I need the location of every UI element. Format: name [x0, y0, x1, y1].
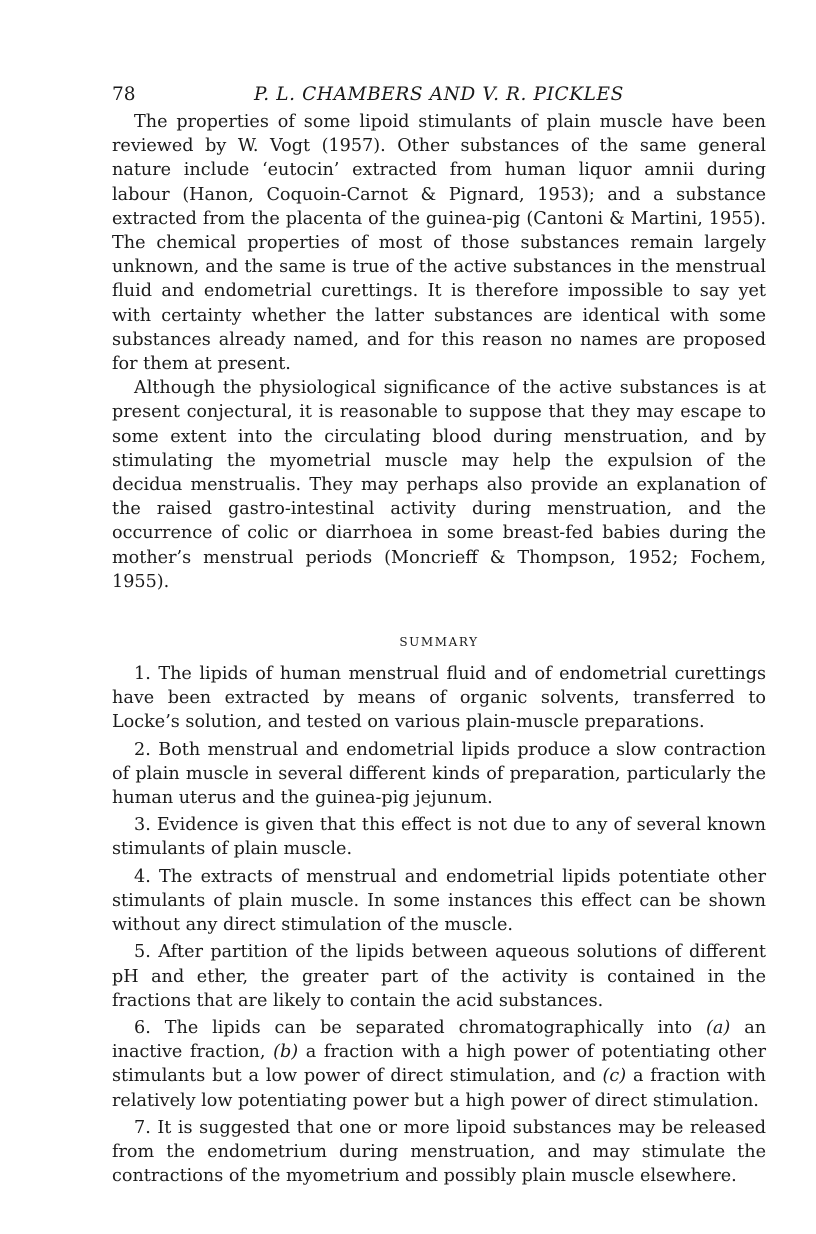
summary-item: [112, 738, 766, 811]
summary-item-text: After partition of the lipids between aqueous solutions of different pH and ether, the greater part of the activity is contained in the fractions that are likely to contain the acid substances.: [112, 942, 767, 1011]
summary-item-number: 6.: [134, 1017, 151, 1038]
summary-item-number: 5.: [134, 942, 151, 963]
summary-item-text: Both menstrual and endometrial lipids produce a slow contraction of plain muscle in several different kinds of preparation, particularly the human uterus and the guinea-pig jejunum.: [112, 739, 766, 809]
summary-item: [112, 662, 766, 735]
summary-item-text: It is suggested that one or more lipoid substances may be released from the endometrium during menstruation, and may stimulate the contractions of the myometrium and possibly plain muscle elsewhere.: [112, 1117, 767, 1187]
summary-item: [112, 865, 766, 938]
summary-item-text: a fraction with a high power of potentiating other stimulants but a low power of direct stimulation, and: [112, 1042, 766, 1087]
summary-item-text: a fraction with relatively low potentiating power but a high power of direct stimulation.: [112, 1066, 767, 1111]
summary-item-text: an inactive fraction,: [112, 1017, 767, 1063]
list-marker-c: (c): [602, 1066, 627, 1087]
list-marker-a: (a): [706, 1017, 731, 1038]
summary-item-text: The lipids can be separated chromatographically into: [164, 1017, 693, 1038]
summary-item-text: The lipids of human menstrual fluid and of endometrial curettings have been extracted by means of organic solvents, transferred to Locke’s solution, and tested on various plain-muscle preparations.: [112, 664, 767, 733]
summary-heading: SUMMARY: [399, 635, 479, 650]
body-paragraph: The properties of some lipoid stimulants of plain muscle have been reviewed by W. Vogt (1957). Other substances of the same general nature include ‘eutocin’ extracted from human liquor amnii during labour (Hanon, Coquoin-Carnot & Pignard, 1953); and a substance extracted from the placenta of the guinea-pig (Cantoni & Martini, 1955). The chemical properties of most of those substances remain largely unknown, and the same is true of the active substances in the menstrual fluid and endometrial curettings. It is therefore impossible to say yet with certainty whether the latter substances are identical with some substances already named, and for this reason no names are proposed for them at present.: [112, 112, 766, 375]
summary-item-number: 4.: [134, 866, 151, 887]
summary-item-number: 3.: [134, 815, 151, 836]
summary-item-text: Evidence is given that this effect is not due to any of several known stimulants of plain muscle.: [112, 815, 766, 860]
summary-item: [112, 940, 766, 1013]
body-paragraph: Although the physiological significance of the active substances is at present conjectural, it is reasonable to suppose that they may escape to some extent into the circulating blood during menstruation, and by stimulating the myometrial muscle may help the expulsion of the decidua menstrualis. They may perhaps also provide an explanation of the raised gastro-intestinal activity during menstruation, and the occurrence of colic or diarrhoea in some breast-fed babies during the mother’s menstrual periods (Moncrieff & Thompson, 1952; Fochem, 1955).: [112, 378, 766, 592]
running-head: [112, 80, 766, 110]
summary-item-text: The extracts of menstrual and endometrial lipids potentiate other stimulants of plain muscle. In some instances this effect can be shown without any direct stimulation of the muscle.: [112, 866, 766, 936]
list-marker-b: (b): [273, 1042, 299, 1063]
summary-item: [112, 1016, 766, 1113]
summary-item-number: 2.: [134, 739, 151, 760]
running-title: P. L. CHAMBERS AND V. R. PICKLES: [254, 84, 624, 105]
page-number: 78: [112, 84, 136, 105]
summary-item: [112, 1116, 766, 1189]
summary-item-number: 1.: [134, 664, 151, 685]
page: [112, 80, 766, 1191]
summary-item: [112, 813, 766, 861]
summary-item-number: 7.: [134, 1117, 151, 1138]
